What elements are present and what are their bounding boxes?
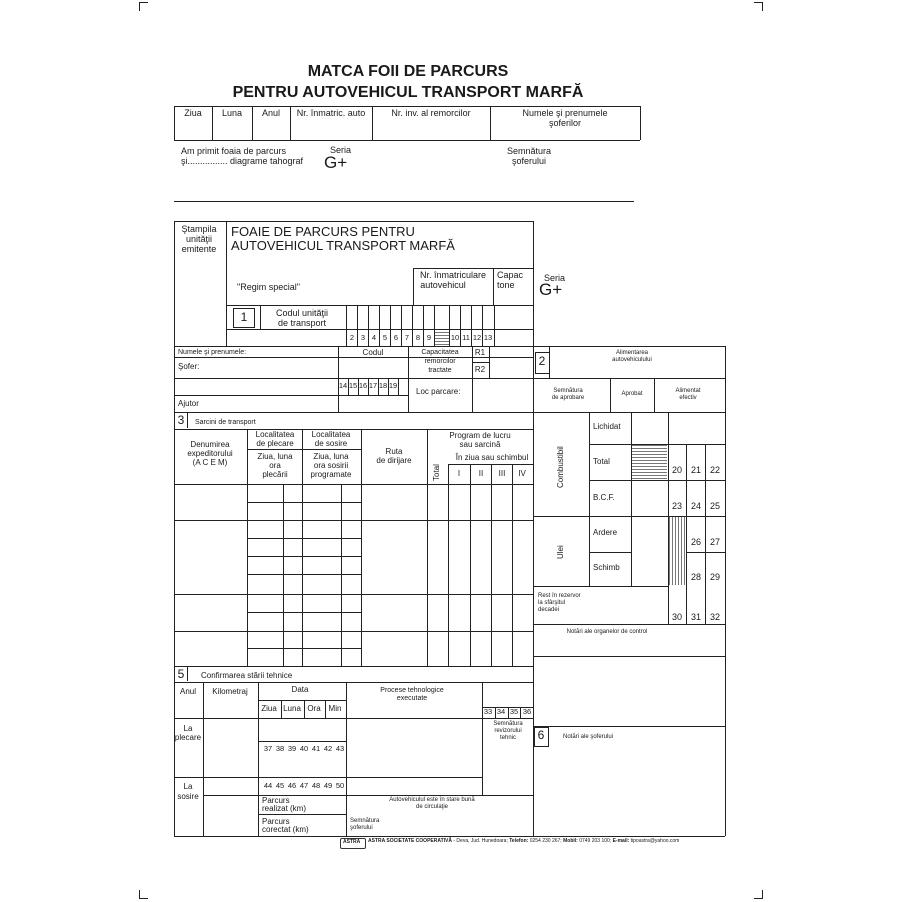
cell-number: 24 (690, 501, 702, 511)
driver-sig-l2: şoferului (350, 825, 373, 831)
departure-time-l1: Ziua, luna (257, 452, 293, 461)
cell-number: 47 (299, 781, 309, 790)
shift-iv: IV (518, 469, 526, 478)
shift-i: I (457, 469, 461, 478)
cell-number: 23 (671, 501, 683, 511)
shift-label: În ziua sau schimbul (455, 453, 529, 462)
stub-trailer-header: Nr. inv. al remorcilor (391, 108, 471, 118)
cell-number: 25 (709, 501, 721, 511)
tasks-label: Sarcini de transport (195, 419, 256, 426)
capacity-label-l2: tone (497, 280, 515, 290)
stub-plate-header: Nr. înmatric. auto (296, 108, 366, 118)
cell-number: 3 (360, 333, 366, 342)
section-3-number: 3 (177, 413, 185, 427)
reviewer-sig-l2: revizorului (494, 728, 522, 734)
crop-mark-top-right (754, 2, 763, 11)
date-day: Ziua (261, 704, 277, 713)
cell-number: 27 (709, 537, 721, 547)
section-6-number: 6 (537, 728, 545, 742)
email-value: tipoastra@yahoo.com (629, 838, 680, 844)
publisher-logo-text: ASTRA (343, 839, 361, 845)
approved-label: Aprobat (621, 391, 643, 397)
cell-number: 22 (709, 465, 721, 475)
vehicle-ok-l2: de circulaţie (415, 804, 449, 810)
section-5-number: 5 (177, 667, 185, 681)
cell-number: 7 (404, 333, 410, 342)
approval-signature-l1: Semnătura (553, 388, 583, 394)
phone-value: 0254 230 267; (528, 838, 564, 844)
shift-iii: III (498, 469, 506, 478)
arrival-row-l1: La (183, 782, 193, 791)
cell-number: 5 (382, 333, 388, 342)
form-title-l1: FOAIE DE PARCURS PENTRU (231, 224, 415, 239)
document-title-line2: PENTRU AUTOVEHICUL TRANSPORT MARFĂ (232, 84, 584, 101)
plate-label-l1: Nr. înmatriculare (419, 270, 487, 280)
program-l1: Program de lucru (449, 431, 511, 440)
date-label: Data (291, 685, 309, 694)
arrival-time-l2: ora sosirii (313, 461, 349, 470)
unit-code-l1: Codul unităţii (275, 308, 329, 318)
trailer-capacity-l1: Capacitatea (421, 349, 459, 356)
stub-drivers-header-l1: Numele şi prenumele (522, 108, 608, 118)
cell-number: 17 (368, 381, 378, 390)
section-1-number: 1 (240, 310, 248, 324)
stub-seria-label: Seria (330, 145, 352, 155)
stamp-label-l1: Ştampila (181, 224, 217, 234)
fuel-total-label: Total (593, 457, 610, 466)
form-title-l2: AUTOVEHICUL TRANSPORT MARFĂ (231, 238, 455, 253)
cell-number: 2 (349, 333, 355, 342)
cell-number: 39 (287, 744, 297, 753)
cell-number: 20 (671, 465, 683, 475)
cell-number: 34 (496, 707, 506, 716)
route-l2: de dirijare (376, 456, 412, 465)
cell-number: 29 (709, 572, 721, 582)
cell-number: 45 (275, 781, 285, 790)
publisher-line (368, 839, 679, 844)
stub-month-header: Luna (221, 108, 243, 118)
cell-number: 36 (522, 707, 532, 716)
reviewer-sig-l1: Semnătura (493, 721, 523, 727)
shift-ii: II (478, 469, 484, 478)
cell-number: 13 (483, 333, 493, 342)
remaining-tank-l3: decadei (538, 607, 560, 613)
helper-label: Ajutor (178, 399, 199, 408)
shipper-l1: Denumirea (190, 440, 230, 449)
email-label: E-mail: (612, 838, 630, 844)
date-minute: Min (328, 704, 342, 713)
cell-number: 31 (690, 612, 702, 622)
driver-label: Şofer: (178, 362, 200, 371)
cell-number: 50 (335, 781, 345, 790)
cell-number: 37 (263, 744, 273, 753)
regime-label: "Regim special" (237, 282, 300, 292)
section-2-number: 2 (538, 354, 546, 368)
actual-fuel-l2: efectiv (679, 395, 697, 401)
cell-number: 18 (378, 381, 388, 390)
publisher-logo (340, 838, 366, 849)
cell-number: 35 (509, 707, 519, 716)
crop-mark-top-left (139, 2, 148, 11)
stamp-label-l2: unităţii (185, 234, 213, 244)
publisher-name: ASTRA SOCIETATE COOPERATIVĂ (368, 838, 452, 844)
approval-signature-l2: de aprobare (551, 395, 585, 401)
cell-number: 40 (299, 744, 309, 753)
cell-number: 6 (393, 333, 399, 342)
date-month: Luna (283, 704, 301, 713)
unit-code-l2: de transport (277, 318, 327, 328)
cell-number: 38 (275, 744, 285, 753)
bcf-label: B.C.F. (593, 493, 615, 502)
route-l1: Ruta (385, 447, 403, 456)
arrival-time-l1: Ziua, luna (313, 452, 349, 461)
cell-number: 49 (323, 781, 333, 790)
oil-change-label: Schimb (593, 563, 620, 572)
arrival-locality-l1: Localitatea (311, 430, 351, 439)
oil-vertical-label: Ulei (556, 545, 565, 559)
control-notes-label: Notări ale organelor de control (566, 629, 648, 635)
crop-mark-bottom-right (754, 890, 763, 899)
departure-time-l2: ora (269, 461, 281, 470)
form-seria-value: G+ (539, 280, 563, 299)
arrival-time-l3: programate (310, 470, 352, 479)
actual-fuel-l1: Alimentat (675, 388, 701, 394)
plate-label-l2: autovehicul (420, 280, 466, 290)
code-label: Codul (362, 348, 384, 357)
fuel-supply-l1: Alimentarea (615, 350, 649, 356)
phone-label: Telefon: (509, 838, 529, 844)
cell-number: 10 (450, 333, 460, 342)
fuel-vertical-label: Combustibil (556, 446, 565, 488)
departure-locality-l1: Localitatea (255, 430, 295, 439)
cell-number: 8 (415, 333, 421, 342)
arrival-locality-l2: de sosire (314, 439, 348, 448)
capacity-label-l1: Capac (497, 270, 524, 280)
fuel-supply-l2: autovehiculului (612, 357, 652, 363)
tech-confirm-label: Confirmarea stării tehnice (201, 671, 293, 680)
cell-number: 16 (358, 381, 368, 390)
cell-number: 44 (263, 781, 273, 790)
stub-year-header: Anul (261, 108, 281, 118)
cell-number: 46 (287, 781, 297, 790)
stamp-label-l3: emitente (181, 244, 217, 254)
stub-signature-l1: Semnătura (506, 146, 552, 156)
stub-received-l1: Am primit foaia de parcurs (181, 146, 287, 156)
arrival-row-l2: sosire (177, 792, 199, 801)
cell-number: 26 (690, 537, 702, 547)
form-seria-label: Seria (544, 273, 566, 283)
departure-locality-l2: de plecare (256, 439, 294, 448)
distance-fixed-l2: corectat (km) (262, 825, 309, 834)
r2-label: R2 (474, 365, 486, 374)
trailer-capacity-l3: tractate (428, 367, 452, 374)
remaining-tank-l1: Rest în rezervor (538, 593, 581, 599)
cell-number: 30 (671, 612, 683, 622)
cell-number: 48 (311, 781, 321, 790)
stub-signature-l2: şoferului (511, 156, 547, 166)
crop-mark-bottom-left (139, 890, 148, 899)
cell-number: 42 (323, 744, 333, 753)
distance-fixed-l1: Parcurs (262, 817, 290, 826)
distance-done-l2: realizat (km) (262, 804, 307, 813)
stub-tear-line (174, 201, 634, 202)
driver-notes-label: Notări ale şoferului (563, 734, 614, 740)
departure-row-l1: La (183, 724, 193, 733)
year-label: Anul (179, 687, 197, 696)
cell-number: 28 (690, 572, 702, 582)
reviewer-sig-l3: tehnic (499, 735, 517, 741)
cell-number: 9 (426, 333, 432, 342)
cell-number: 21 (690, 465, 702, 475)
shipper-l3: (A C E M) (192, 458, 228, 467)
driver-sig-l1: Semnătura (350, 818, 380, 824)
document-title-line1: MATCA FOII DE PARCURS (307, 63, 509, 80)
km-label: Kilometraj (212, 687, 248, 696)
r1-label: R1 (474, 348, 486, 357)
cell-number: 4 (371, 333, 377, 342)
mobile-label: Mobil: (563, 838, 578, 844)
remaining-tank-l2: la sfârşitul (538, 600, 566, 606)
trailer-capacity-l2: remorcilor (424, 358, 456, 365)
cell-number: 41 (311, 744, 321, 753)
cell-number: 15 (348, 381, 358, 390)
cell-number: 33 (483, 707, 493, 716)
oil-refill-label: Ardere (593, 528, 618, 537)
vehicle-ok-l1: Autovehiculul este în stare bună (389, 797, 475, 803)
stub-seria-value: G+ (324, 153, 348, 172)
cell-number: 12 (472, 333, 482, 342)
cell-number: 43 (335, 744, 345, 753)
departure-row-l2: plecare (174, 733, 202, 742)
mobile-value: 0749 203 100; (577, 838, 613, 844)
stub-drivers-header-l2: şoferilor (548, 118, 582, 128)
cell-number: 19 (388, 381, 398, 390)
shipper-l2: expeditorului (187, 449, 233, 458)
stub-received-l2: şi................ diagrame tahograf (181, 156, 304, 166)
date-hour: Ora (307, 704, 321, 713)
cell-number: 32 (709, 612, 721, 622)
program-l2: sau sarcină (459, 440, 501, 449)
tech-processes-l2: executate (396, 695, 428, 702)
parking-label: Loc parcare: (416, 387, 461, 396)
departure-time-l3: plecării (262, 470, 288, 479)
publisher-address: - Deva, Jud. Hunedoara; (451, 838, 510, 844)
total-vertical-label: Total (432, 464, 441, 481)
stub-day-header: Ziua (184, 108, 202, 118)
cell-number: 14 (338, 381, 348, 390)
liquidated-label: Lichidat (593, 422, 621, 431)
tech-processes-l1: Procese tehnologice (380, 687, 444, 694)
cell-number: 11 (462, 333, 470, 342)
names-label: Numele şi prenumele: (178, 349, 247, 356)
distance-done-l1: Parcurs (262, 796, 290, 805)
